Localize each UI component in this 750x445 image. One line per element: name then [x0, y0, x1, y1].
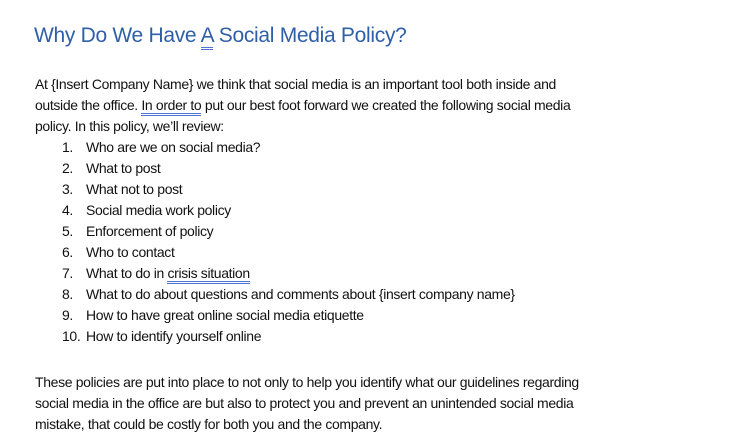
text: outside the office. [35, 97, 142, 113]
list-text: How to have great online social media etiquette [86, 307, 364, 323]
list-item [62, 263, 250, 284]
grammar-flag[interactable]: In order to [141, 97, 201, 116]
intro-line: At {Insert Company Name} we think that social media is an important tool both inside and [35, 76, 556, 92]
list-item [62, 221, 213, 242]
list-number: 2. [62, 160, 73, 176]
list-text: What not to post [86, 181, 183, 197]
list-number: 5. [62, 223, 73, 239]
list-text: How to identify yourself online [86, 328, 262, 344]
list-number: 8. [62, 286, 73, 302]
list-text: What to post [86, 160, 161, 176]
closing-line: social media in the office are but also to protect you and prevent an unintended social media [35, 395, 574, 411]
list-number: 9. [62, 307, 73, 323]
closing-line: mistake, that could be costly for both you and the company. [35, 416, 383, 432]
list-item [62, 284, 515, 305]
list-number: 10. [62, 328, 81, 344]
text: put our best foot forward we created the following social media [201, 97, 571, 113]
grammar-flag[interactable]: crisis situation [167, 265, 249, 284]
list-number: 7. [62, 265, 73, 281]
list-item [62, 158, 160, 179]
list-text: Enforcement of policy [86, 223, 214, 239]
intro-line [35, 95, 570, 116]
list-number: 4. [62, 202, 73, 218]
title-text: Why Do We Have [34, 24, 201, 47]
list-number: 1. [62, 139, 73, 155]
list-text: What to do about questions and comments about {insert company name} [86, 286, 515, 302]
page-title [34, 24, 407, 48]
list-text: What to do in [86, 265, 168, 281]
list-number: 6. [62, 244, 73, 260]
list-text: Who to contact [86, 244, 175, 260]
closing-line: These policies are put into place to not only to help you identify what our guidelines regarding [35, 374, 579, 390]
list-item [62, 200, 231, 221]
list-text: Who are we on social media? [86, 139, 261, 155]
grammar-flag[interactable]: A [201, 24, 214, 50]
list-item [62, 242, 174, 263]
list-item [62, 137, 260, 158]
list-item [62, 179, 182, 200]
list-text: Social media work policy [86, 202, 231, 218]
list-item [62, 305, 364, 326]
list-number: 3. [62, 181, 73, 197]
list-item [62, 326, 261, 347]
title-text: Social Media Policy? [213, 24, 407, 47]
intro-line: policy. In this policy, we’ll review: [35, 118, 224, 134]
